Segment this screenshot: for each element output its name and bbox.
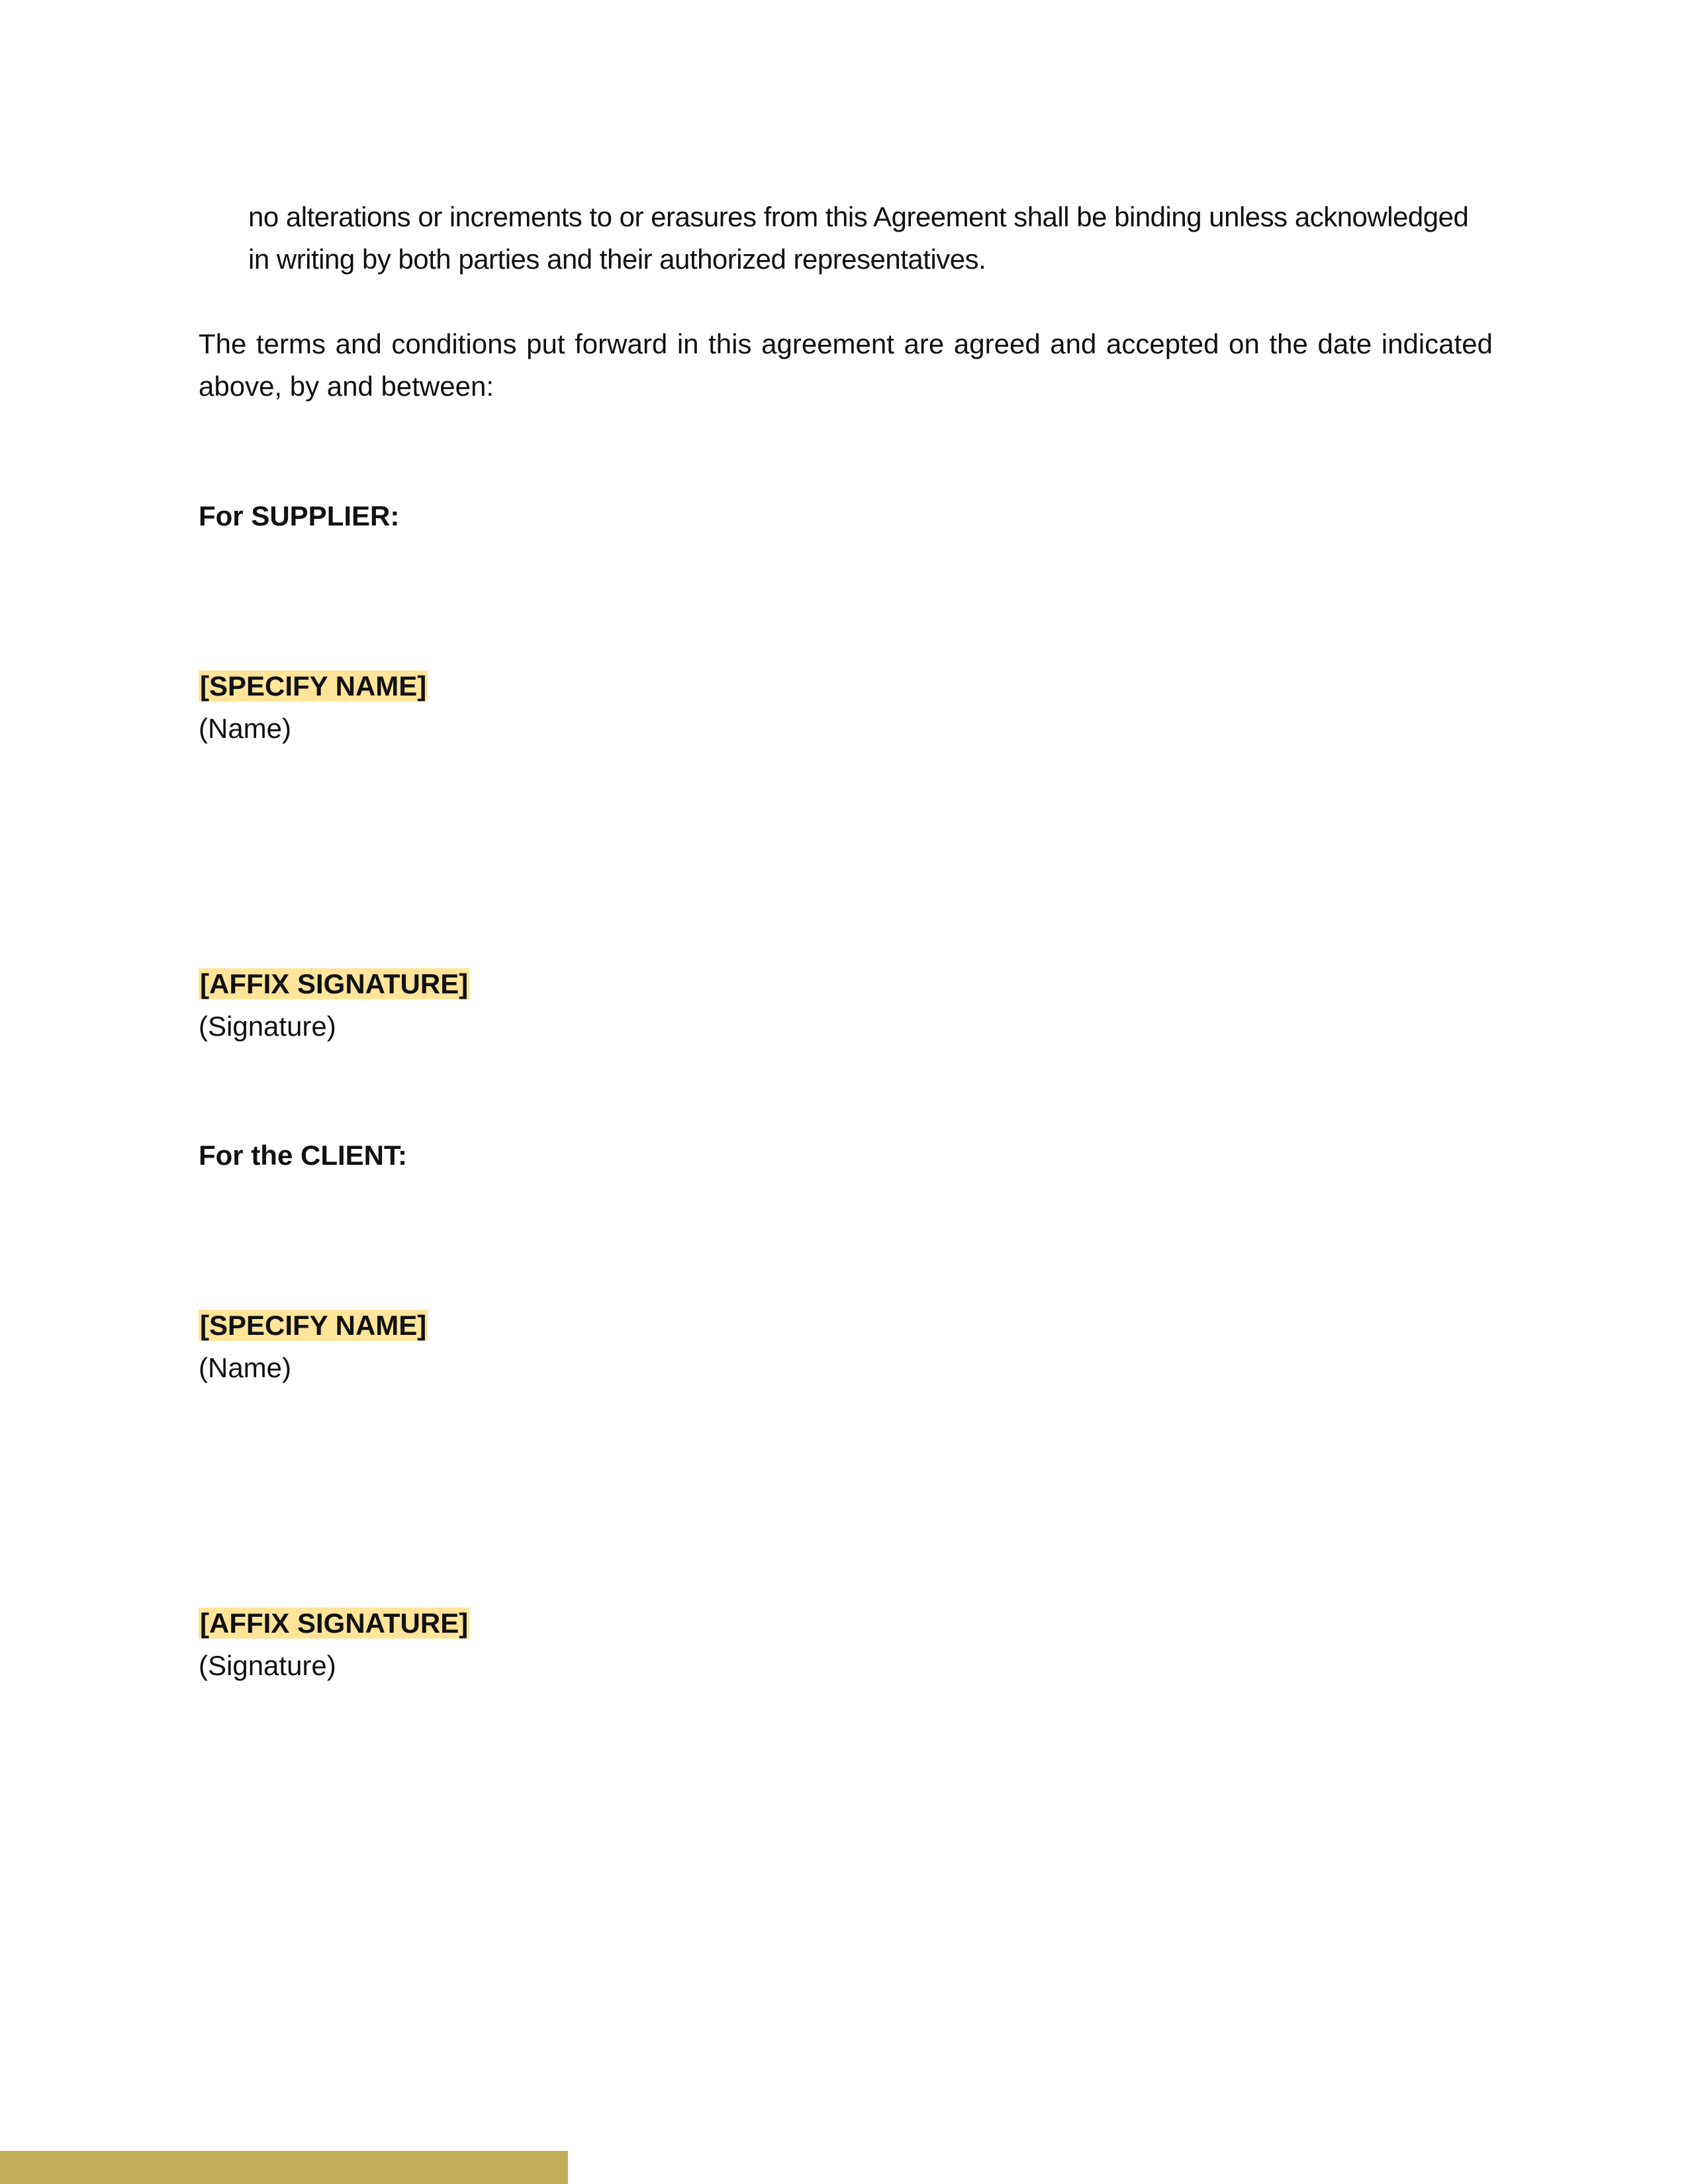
supplier-signature-highlight: [AFFIX SIGNATURE] xyxy=(200,968,469,999)
client-heading: For the CLIENT: xyxy=(199,1140,407,1171)
supplier-name-placeholder xyxy=(199,665,428,707)
intro-paragraph: The terms and conditions put forward in this agreement are agreed and accepted on the date indicated above, by and between: xyxy=(199,328,1493,402)
client-name-caption: (Name) xyxy=(199,1352,292,1383)
continued-clause: no alterations or increments to or erasures from this Agreement shall be binding unless acknowledged in writing by both parties and their authorized representatives. xyxy=(248,201,1469,275)
client-name-highlight: [SPECIFY NAME] xyxy=(200,1310,427,1341)
supplier-name-caption: (Name) xyxy=(199,713,292,744)
supplier-signature-caption: (Signature) xyxy=(199,1011,336,1042)
supplier-name-highlight: [SPECIFY NAME] xyxy=(200,670,427,702)
footer-accent-bar xyxy=(0,2151,568,2184)
supplier-signature-placeholder xyxy=(199,963,469,1005)
client-signature-highlight: [AFFIX SIGNATURE] xyxy=(200,1608,469,1639)
supplier-heading: For SUPPLIER: xyxy=(199,500,400,531)
client-signature-caption: (Signature) xyxy=(199,1650,336,1681)
client-signature-placeholder xyxy=(199,1602,469,1645)
client-name-placeholder xyxy=(199,1304,428,1347)
